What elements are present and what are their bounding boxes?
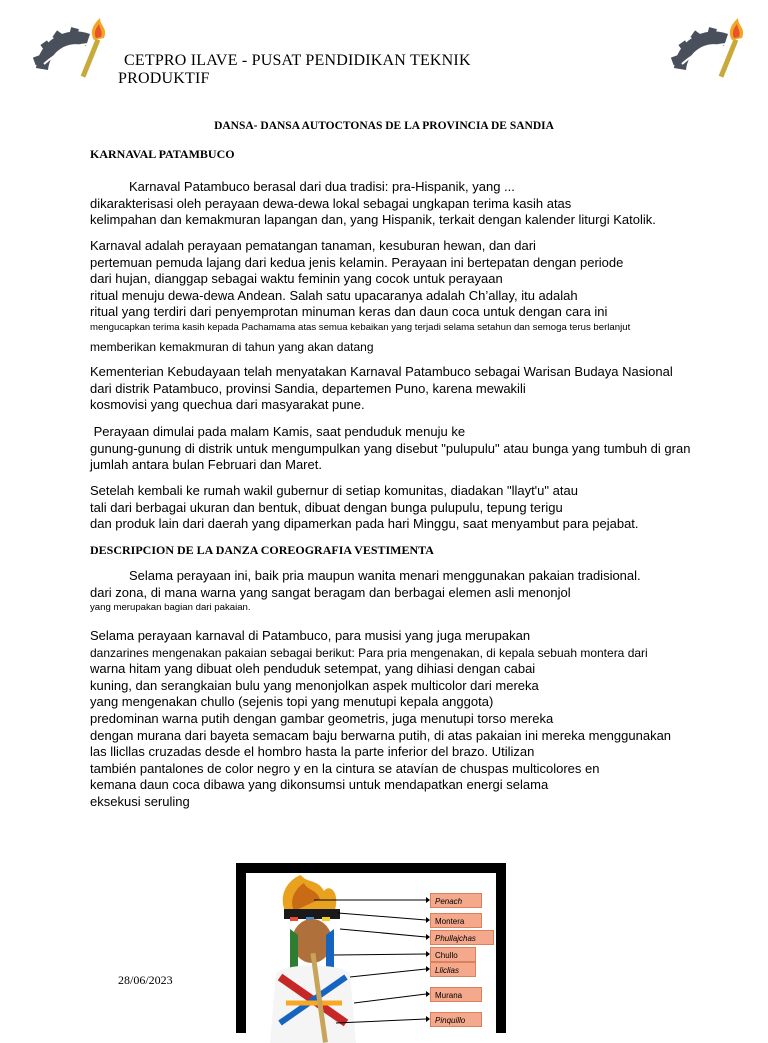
- text-line: Perayaan dimulai pada malam Kamis, saat penduduk menuju ke: [90, 424, 466, 439]
- text-line: jumlah antara bulan Februari dan Maret.: [90, 457, 322, 473]
- text-line: Selama perayaan ini, baik pria maupun wanita menari menggunakan pakaian tradisional.: [129, 568, 641, 583]
- paragraph-6: [90, 568, 641, 614]
- text-line: dengan murana dari bayeta semacam baju berwarna putih, di atas pakaian ini mereka menggunakan: [90, 727, 672, 743]
- gear-torch-logo-icon: [668, 16, 760, 82]
- figure-label-montera: Montera: [430, 913, 482, 928]
- text-line: dari zona, di mana warna yang sangat beragam dan berbagai elemen asli menonjol: [90, 584, 571, 600]
- text-line: ritual menuju dewa-dewa Andean. Salah satu upacaranya adalah Ch’allay, itu adalah: [90, 287, 578, 303]
- figure-label-phullajchas: Phullajchas: [430, 930, 494, 945]
- text-line: Karnaval adalah perayaan pematangan tanaman, kesuburan hewan, dan dari: [90, 238, 536, 253]
- header-title-line1: CETPRO ILAVE - PUSAT PENDIDIKAN TEKNIK: [124, 52, 471, 69]
- text-line: dikarakterisasi oleh perayaan dewa-dewa lokal sebagai ungkapan terima kasih atas: [90, 195, 572, 211]
- text-line: memberikan kemakmuran di tahun yang akan datang: [90, 339, 374, 354]
- document-date: 28/06/2023: [118, 973, 173, 987]
- paragraph-7: [90, 628, 671, 811]
- text-line: Selama perayaan karnaval di Patambuco, para musisi yang juga merupakan: [90, 628, 531, 643]
- paragraph-2: [90, 238, 630, 356]
- text-line: predominan warna putih dengan gambar geometris, juga menutupi torso mereka: [90, 710, 554, 726]
- text-line: warna hitam yang dibuat oleh penduduk setempat, yang dihiasi dengan cabai: [90, 661, 536, 677]
- figure-label-pinquillo: Pinquillo: [430, 1012, 482, 1027]
- text-line: kelimpahan dan kemakmuran lapangan dan, yang Hispanik, terkait dengan kalender liturgi Katolik.: [90, 212, 656, 228]
- section-heading-karnaval: KARNAVAL PATAMBUCO: [90, 147, 235, 161]
- figure-label-penach: Penach: [430, 893, 482, 908]
- text-line: dari hujan, dianggap sebagai waktu feminin yang cocok untuk perayaan: [90, 271, 503, 287]
- text-line: pertemuan pemuda lajang dari kedua jenis kelamin. Perayaan ini bertepatan dengan periode: [90, 254, 624, 270]
- costume-figure: [236, 863, 506, 1033]
- paragraph-1: [90, 179, 656, 229]
- text-line: danzarines mengenakan pakaian sebagai berikut: Para pria mengenakan, di kepala sebuah montera dari: [90, 645, 648, 660]
- text-line: las llicllas cruzadas desde el hombro hasta la parte inferior del brazo. Utilizan: [90, 744, 535, 760]
- text-line: también pantalones de color negro y en la cintura se atavían de chuspas multicolores en: [90, 760, 600, 776]
- text-line-small: mengucapkan terima kasih kepada Pachamama atas semua kebaikan yang terjadi selama setahun dan semoga terus berlanjut: [90, 321, 631, 333]
- paragraph-4: [90, 424, 690, 474]
- figure-label-murana: Murana: [430, 987, 482, 1002]
- text-line: eksekusi seruling: [90, 793, 190, 809]
- section-heading-descripcion: DESCRIPCION DE LA DANZA COREOGRAFIA VESTIMENTA: [90, 543, 434, 557]
- text-line: Karnaval Patambuco berasal dari dua tradisi: pra-Hispanik, yang ...: [129, 179, 515, 194]
- text-line: gunung-gunung di distrik untuk mengumpulkan yang disebut "pulupulu" atau bunga yang tumbuh di gran: [90, 440, 691, 456]
- costume-figure-inner: [246, 873, 496, 1043]
- text-line: kuning, dan serangkaian bulu yang menonjolkan aspek multicolor dari mereka: [90, 677, 539, 693]
- text-line: kosmovisi yang quechua dari masyarakat pune.: [90, 397, 365, 413]
- text-line: kemana daun coca dibawa yang dikonsumsi untuk mendapatkan energi selama: [90, 777, 549, 793]
- figure-label-lliclias: Lliclias: [430, 962, 476, 977]
- text-line: Setelah kembali ke rumah wakil gubernur di setiap komunitas, diadakan "llayt'u" atau: [90, 483, 578, 498]
- text-line: dari distrik Patambuco, provinsi Sandia, departemen Puno, karena mewakili: [90, 380, 526, 396]
- paragraph-5: [90, 483, 639, 533]
- header-title: [118, 52, 538, 88]
- text-line: yang mengenakan chullo (sejenis topi yang menutupi kepala anggota): [90, 694, 494, 710]
- text-line-small: yang merupakan bagian dari pakaian.: [90, 602, 251, 614]
- header-title-line2: PRODUKTIF: [118, 70, 210, 87]
- text-line: dan produk lain dari daerah yang dipamerkan pada hari Minggu, saat menyambut para pejabat.: [90, 516, 639, 532]
- document-title: DANSA- DANSA AUTOCTONAS DE LA PROVINCIA DE SANDIA: [214, 120, 554, 132]
- paragraph-3: [90, 364, 673, 414]
- text-line: Kementerian Kebudayaan telah menyatakan Karnaval Patambuco sebagai Warisan Budaya Nasional: [90, 364, 673, 379]
- text-line: ritual yang terdiri dari penyemprotan minuman keras dan daun coca untuk dengan cara ini: [90, 304, 608, 320]
- text-line: tali dari berbagai ukuran dan bentuk, dibuat dengan bunga pulupulu, tepung terigu: [90, 499, 563, 515]
- figure-label-chullo: Chullo: [430, 947, 476, 962]
- gear-torch-logo-icon: [30, 16, 122, 82]
